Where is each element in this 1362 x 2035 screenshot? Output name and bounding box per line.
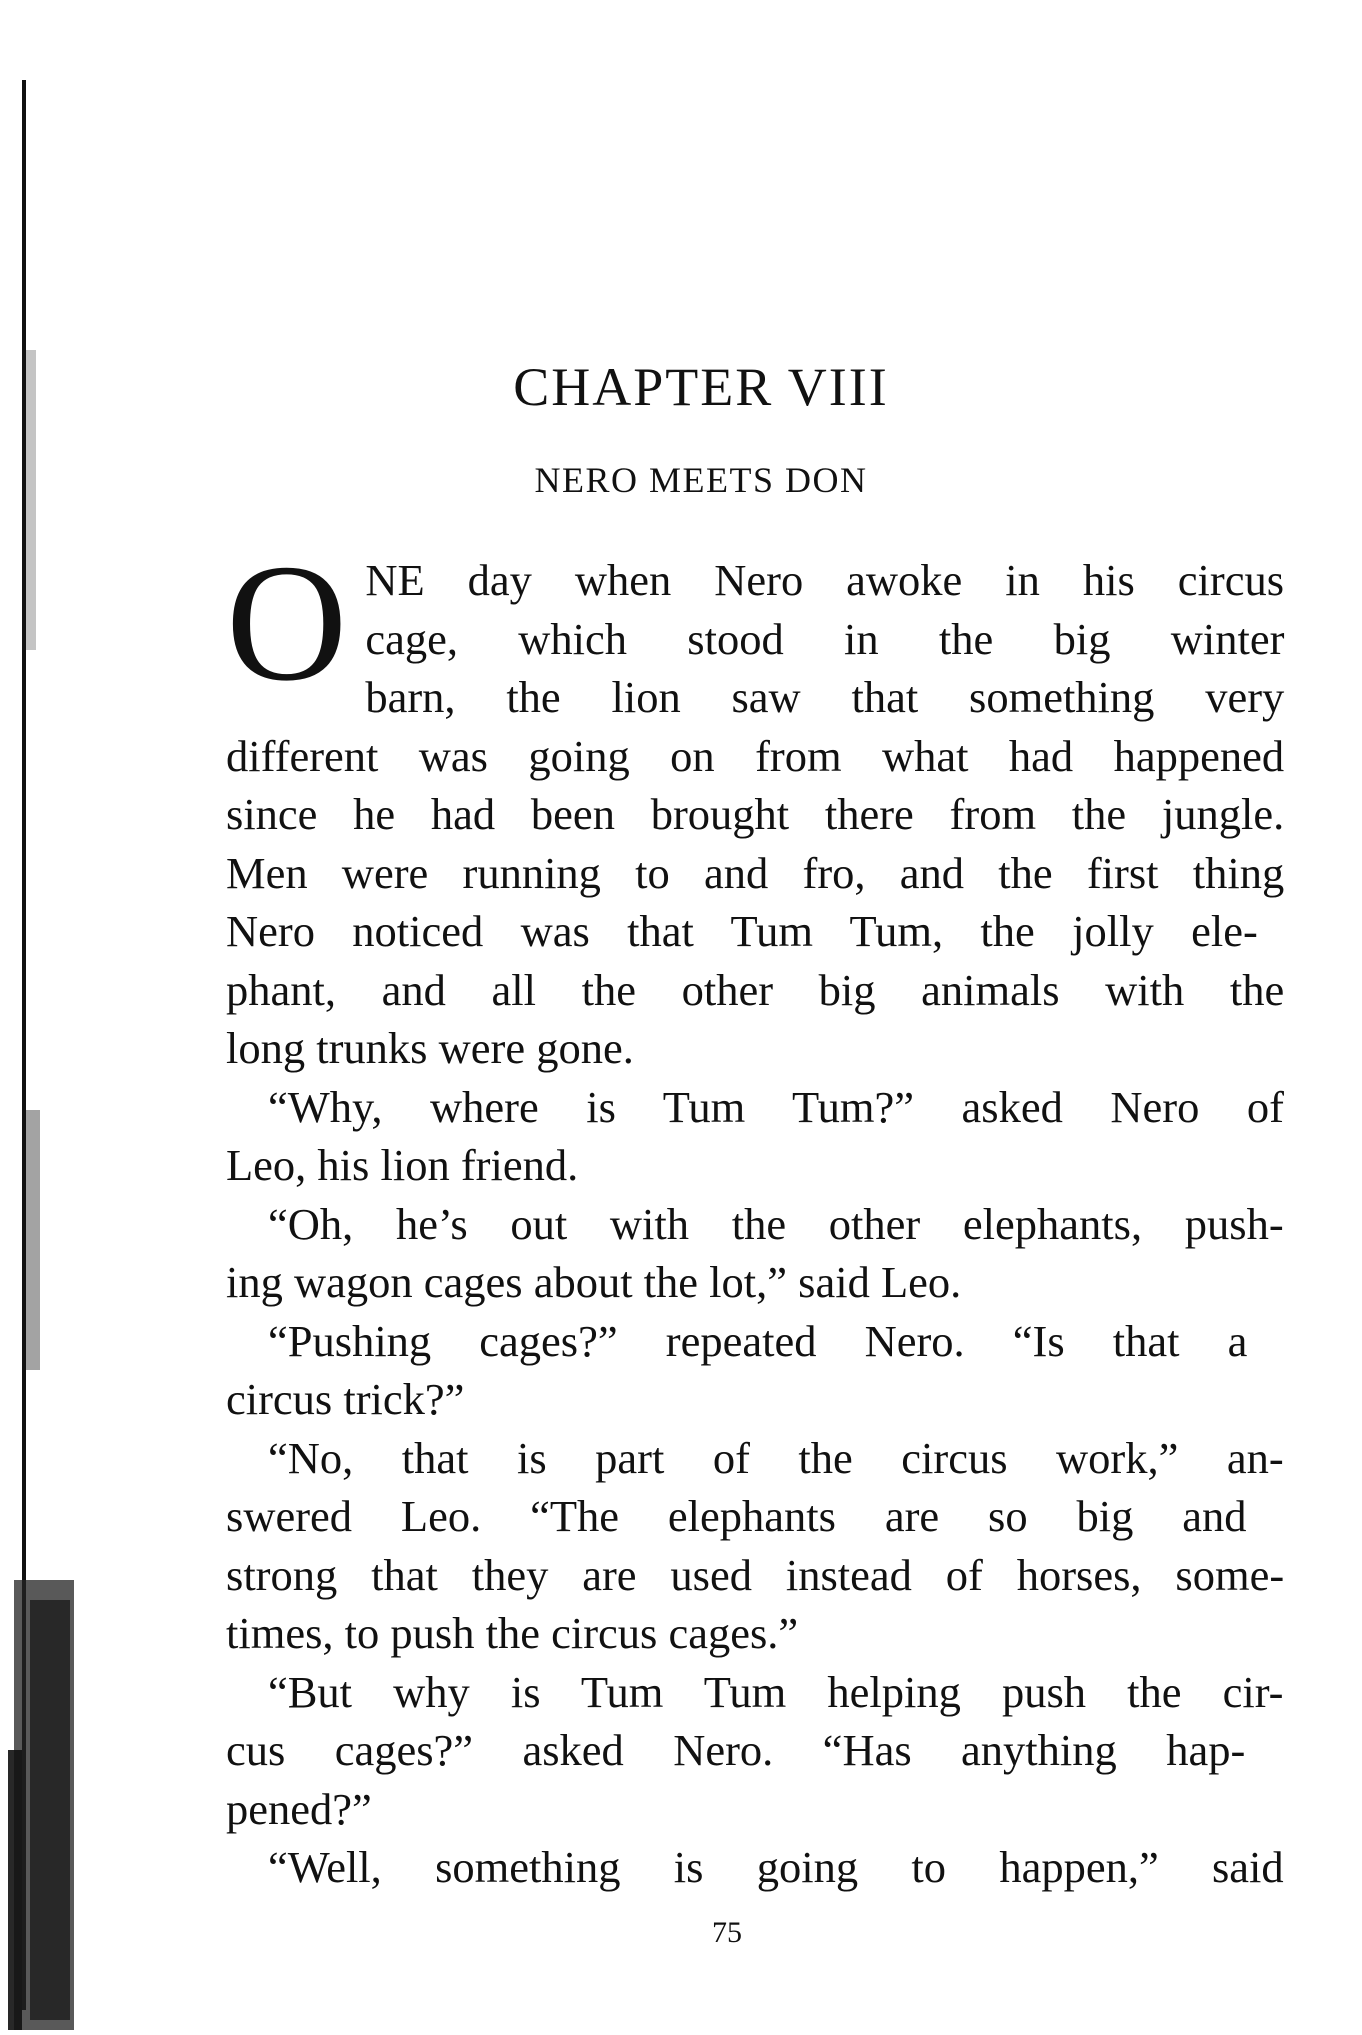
text-line: NE day when Nero awoke in his circus [365,555,1285,605]
text-line: barn, the lion saw that something very [365,672,1285,722]
text-line: “Oh, he’s out with the other elephants, push- [268,1198,1284,1249]
text-line: swered Leo. “The elephants are so big and [226,1491,1247,1541]
text-line: Nero noticed was that Tum Tum, the jolly ele- [226,906,1258,956]
text-line: strong that they are used instead of horses, some- [226,1549,1285,1600]
text-line: “Pushing cages?” repeated Nero. “Is that a [268,1315,1248,1366]
text-line: times, to push the circus cages.” [226,1608,799,1658]
text-line: “Well, something is going to happen,” said [268,1842,1284,1892]
text-line: “No, that is part of the circus work,” an- [268,1432,1284,1483]
text-line: phant, and all the other big animals with the [226,964,1285,1015]
text-line: Leo, his lion friend. [226,1140,579,1190]
text-line: Men were running to and fro, and the first thing [226,847,1285,898]
text-line: different was going on from what had happened [226,730,1285,781]
text-line: ing wagon cages about the lot,” said Leo. [226,1257,962,1307]
chapter-subtitle: NERO MEETS DON [534,460,868,500]
text-line: cus cages?” asked Nero. “Has anything hap- [226,1725,1246,1775]
text-line: “Why, where is Tum Tum?” asked Nero of [268,1081,1284,1132]
text-line: cage, which stood in the big winter [365,613,1285,664]
drop-cap: O [226,530,348,716]
text-line: circus trick?” [226,1374,465,1424]
text-line: long trunks were gone. [226,1023,634,1073]
text-line: since he had been brought there from the jungle. [226,789,1285,839]
text-line: “But why is Tum Tum helping push the cir- [268,1666,1284,1717]
body-text [226,530,1285,1897]
text-line: pened?” [226,1783,372,1834]
page-number: 75 [712,1916,742,1949]
chapter-heading: CHAPTER VIII [513,357,889,417]
